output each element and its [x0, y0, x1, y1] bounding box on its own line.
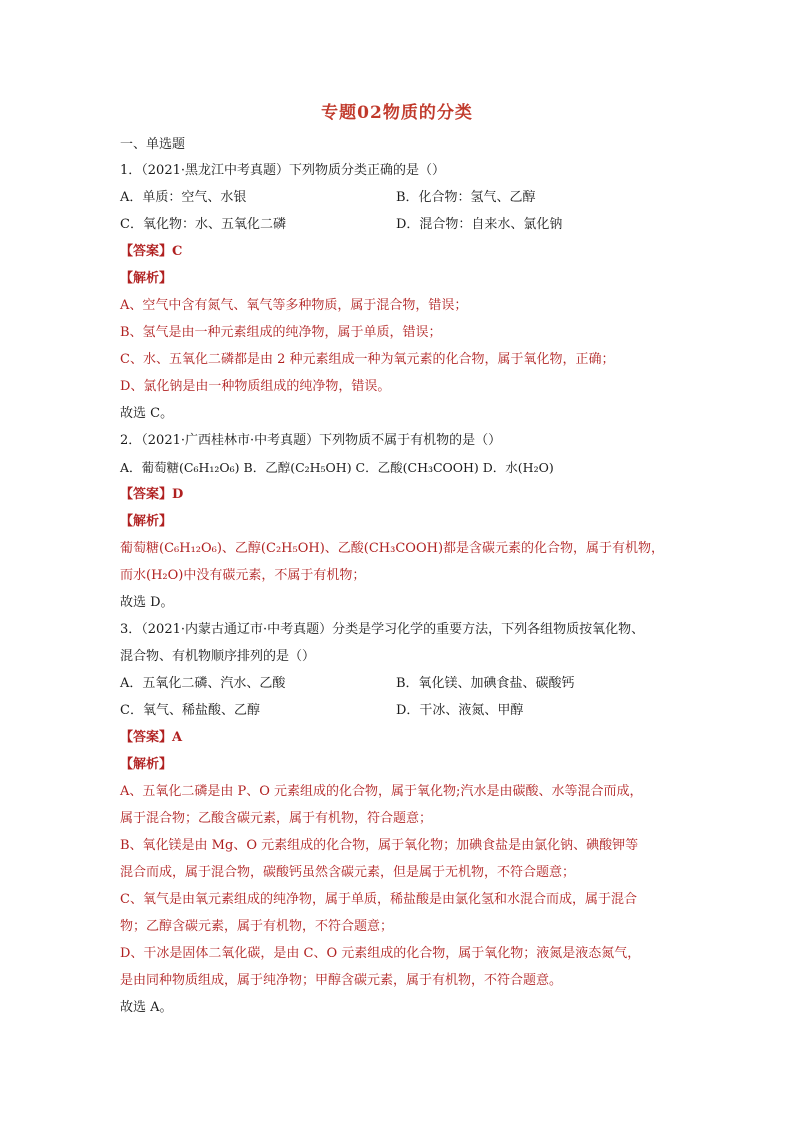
q1-option-d: D．混合物：自来水、氯化钠: [396, 217, 563, 232]
q2-answer: 【答案】D: [120, 487, 184, 502]
q1-option-a: A．单质：空气、水银: [120, 190, 247, 205]
q1-analysis-line: A、空气中含有氮气、氧气等多种物质，属于混合物，错误；: [120, 298, 468, 313]
q1-choice: 故选 C。: [120, 406, 174, 421]
q1-options-row2: [120, 216, 680, 234]
q1-option-c: C．氧化物：水、五氧化二磷: [120, 217, 286, 232]
q2-stem: 2．（2021·广西桂林市·中考真题）下列物质不属于有机物的是（）: [120, 433, 502, 448]
q3-analysis-line: A、五氧化二磷是由 P、O 元素组成的化合物，属于氧化物;汽水是由碳酸、水等混合而成，: [120, 784, 643, 799]
q1-answer: 【答案】C: [120, 244, 183, 259]
q1-stem: 1．（2021·黑龙江中考真题）下列物质分类正确的是（）: [120, 163, 445, 178]
q2-options: A．葡萄糖(C₆H₁₂O₆) B．乙醇(C₂H₅OH) C．乙酸(CH₃COOH) D．水(H₂O): [120, 460, 554, 475]
section-heading: 一、单选题: [120, 137, 186, 152]
q3-option-a: A．五氧化二磷、汽水、乙酸: [120, 676, 286, 691]
q2-analysis-line: 葡萄糖(C₆H₁₂O₆)、乙醇(C₂H₅OH)、乙酸(CH₃COOH)都是含碳元素的化合物，属于有机物，: [120, 541, 665, 556]
q3-stem-line2: 混合物、有机物顺序排列的是（）: [120, 649, 316, 664]
q3-choice: 故选 A。: [120, 1000, 173, 1015]
q3-option-d: D．干冰、液氮、甲醇: [396, 703, 524, 718]
q1-analysis-line: D、氯化钠是由一种物质组成的纯净物，错误。: [120, 379, 391, 394]
q1-analysis-label: 【解析】: [120, 271, 173, 286]
q3-analysis-line: C、氧气是由氧元素组成的纯净物，属于单质，稀盐酸是由氯化氢和水混合而成，属于混合: [120, 892, 637, 907]
q1-options-row1: [120, 189, 680, 207]
q3-option-b: B．氧化镁、加碘食盐、碳酸钙: [396, 676, 575, 691]
q3-analysis-line: 是由同种物质组成，属于纯净物；甲醇含碳元素，属于有机物，不符合题意。: [120, 973, 563, 988]
q3-options-row2: [120, 702, 680, 720]
q2-analysis-label: 【解析】: [120, 514, 173, 529]
q3-analysis-line: D、干冰是固体二氧化碳，是由 C、O 元素组成的化合物，属于氧化物；液氮是液态氮气，: [120, 946, 641, 961]
q3-stem-line1: 3．（2021·内蒙古通辽市·中考真题）分类是学习化学的重要方法，下列各组物质按氧化物、: [120, 622, 645, 637]
q3-options-row1: [120, 675, 680, 693]
q3-analysis-line: B、氧化镁是由 Mg、O 元素组成的化合物，属于氧化物；加碘食盐是由氯化钠、碘酸钾等: [120, 838, 639, 853]
q2-choice: 故选 D。: [120, 595, 174, 610]
q3-answer: 【答案】A: [120, 730, 183, 745]
q3-option-c: C．氧气、稀盐酸、乙醇: [120, 703, 260, 718]
q3-analysis-label: 【解析】: [120, 757, 173, 772]
q1-option-b: B．化合物：氢气、乙醇: [396, 190, 536, 205]
q1-analysis-line: B、氢气是由一种元素组成的纯净物，属于单质，错误；: [120, 325, 442, 340]
q2-analysis-line: 而水(H₂O)中没有碳元素，不属于有机物；: [120, 568, 366, 583]
q3-analysis-line: 属于混合物；乙酸含碳元素，属于有机物，符合题意；: [120, 811, 433, 826]
q3-analysis-line: 物；乙醇含碳元素，属于有机物，不符合题意；: [120, 919, 394, 934]
q1-analysis-line: C、水、五氧化二磷都是由 2 种元素组成一种为氧元素的化合物，属于氧化物，正确；: [120, 352, 615, 367]
q3-analysis-line: 混合而成，属于混合物，碳酸钙虽然含碳元素，但是属于无机物，不符合题意；: [120, 865, 576, 880]
page-title: 专题02物质的分类: [321, 103, 473, 123]
